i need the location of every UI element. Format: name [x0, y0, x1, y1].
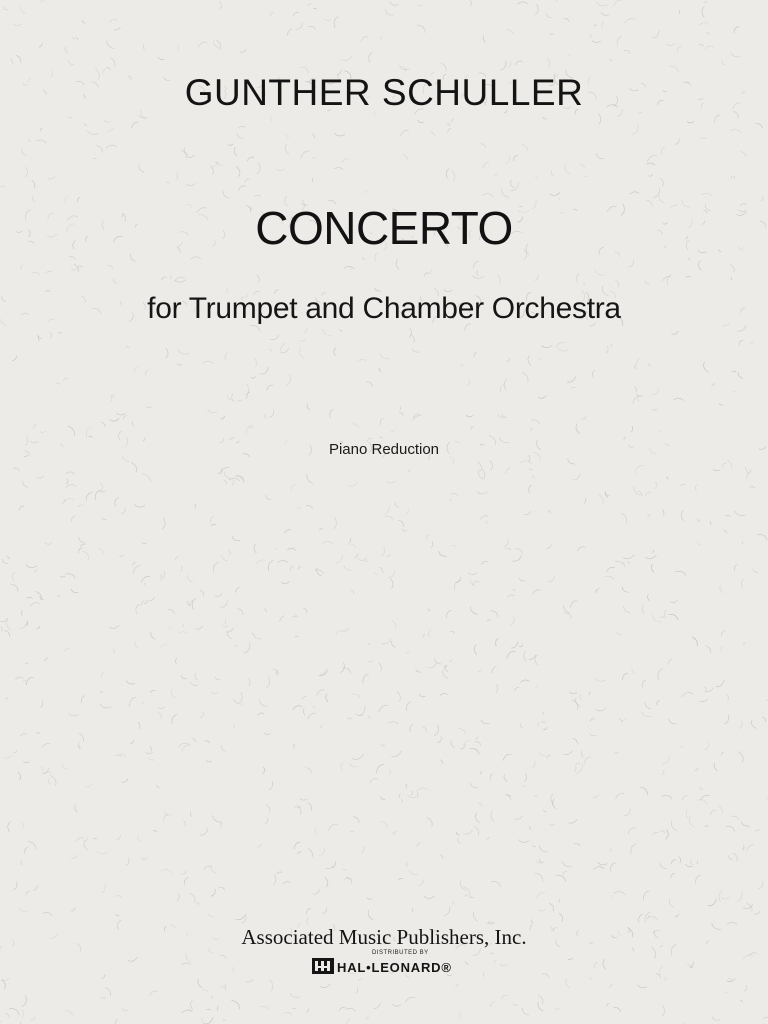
work-subtitle: for Trumpet and Chamber Orchestra [147, 292, 621, 325]
edition-label: Piano Reduction [328, 441, 440, 458]
distributed-by-label: DISTRIBUTED BY [372, 950, 429, 956]
publisher-name: Associated Music Publishers, Inc. [241, 925, 527, 949]
composer-name: GUNTHER SCHULLER [184, 72, 584, 113]
hal-leonard-emblem-icon [312, 958, 334, 974]
hal-leonard-wordmark: HAL•LEONARD® [337, 960, 452, 975]
work-title: CONCERTO [255, 202, 513, 254]
distributor-block [312, 950, 472, 978]
hal-leonard-logo [312, 955, 472, 977]
